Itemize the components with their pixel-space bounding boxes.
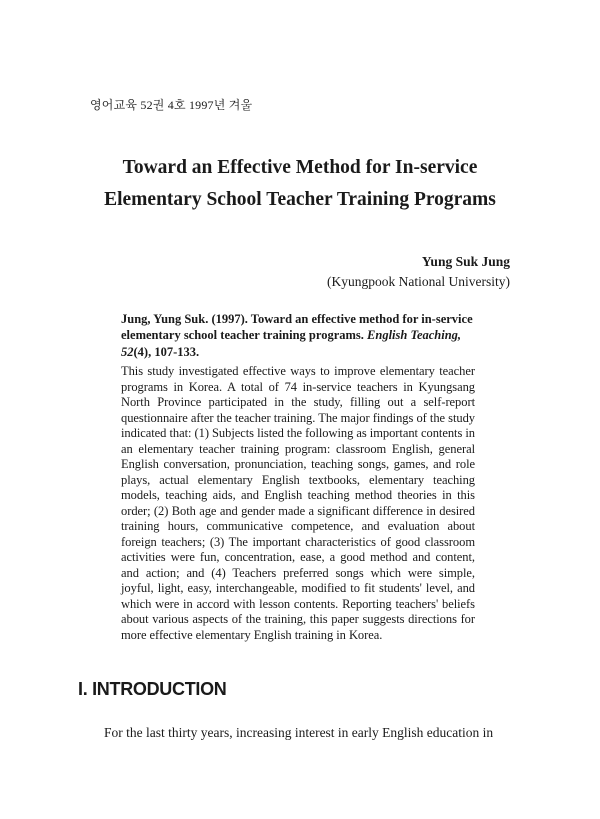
section-heading: I. INTRODUCTION [78, 679, 227, 699]
author-block [327, 252, 510, 292]
citation-issue-pages: (4), 107-133. [133, 344, 200, 359]
intro-paragraph: For the last thirty years, increasing interest in early English education in [104, 725, 494, 740]
title-line-2: Elementary School Teacher Training Programs [104, 189, 496, 210]
author-affiliation: (Kyungpook National University) [327, 274, 510, 289]
paper-title [60, 152, 540, 216]
running-header: 영어교육 52권 4호 1997년 겨울 [90, 98, 253, 112]
title-line-1: Toward an Effective Method for In-service [122, 157, 478, 178]
citation-lead: Jung, Yung Suk. (1997). Toward an effective method for in-service elementary school teacher training programs. [121, 312, 473, 343]
abstract: This study investigated effective ways to improve elementary teacher programs in Korea. A total of 74 in-service teachers in Kyungsang North Province participated in the study, filling out a self-report questionnaire after the teacher training. The major findings of the study indicated that: (1) Subjects listed the following as important contents in an elementary teacher training program: classroom English, general English conversation, pronunciation, teaching songs, games, and role plays, actual elementary English textbooks, elementary teaching models, teaching aids, and English teaching method theories in this order; (2) Both age and gender made a significant difference in desired training hours, communicative competence, and evaluation about foreign teachers; (3) The important characteristics of good classroom activities were fun, concentration, ease, a good method and content, and action; and (4) Teachers preferred songs which were simple, joyful, light, easy, interchangeable, modified to fit students' level, and which were in accord with lesson contents. Reporting teachers' beliefs about various aspects of the training, this paper suggests directions for more effective elementary English training in Korea. [121, 364, 475, 642]
author-name: Yung Suk Jung [421, 254, 510, 269]
citation-journal: English Teaching, 52 [121, 328, 462, 359]
citation [121, 311, 481, 360]
